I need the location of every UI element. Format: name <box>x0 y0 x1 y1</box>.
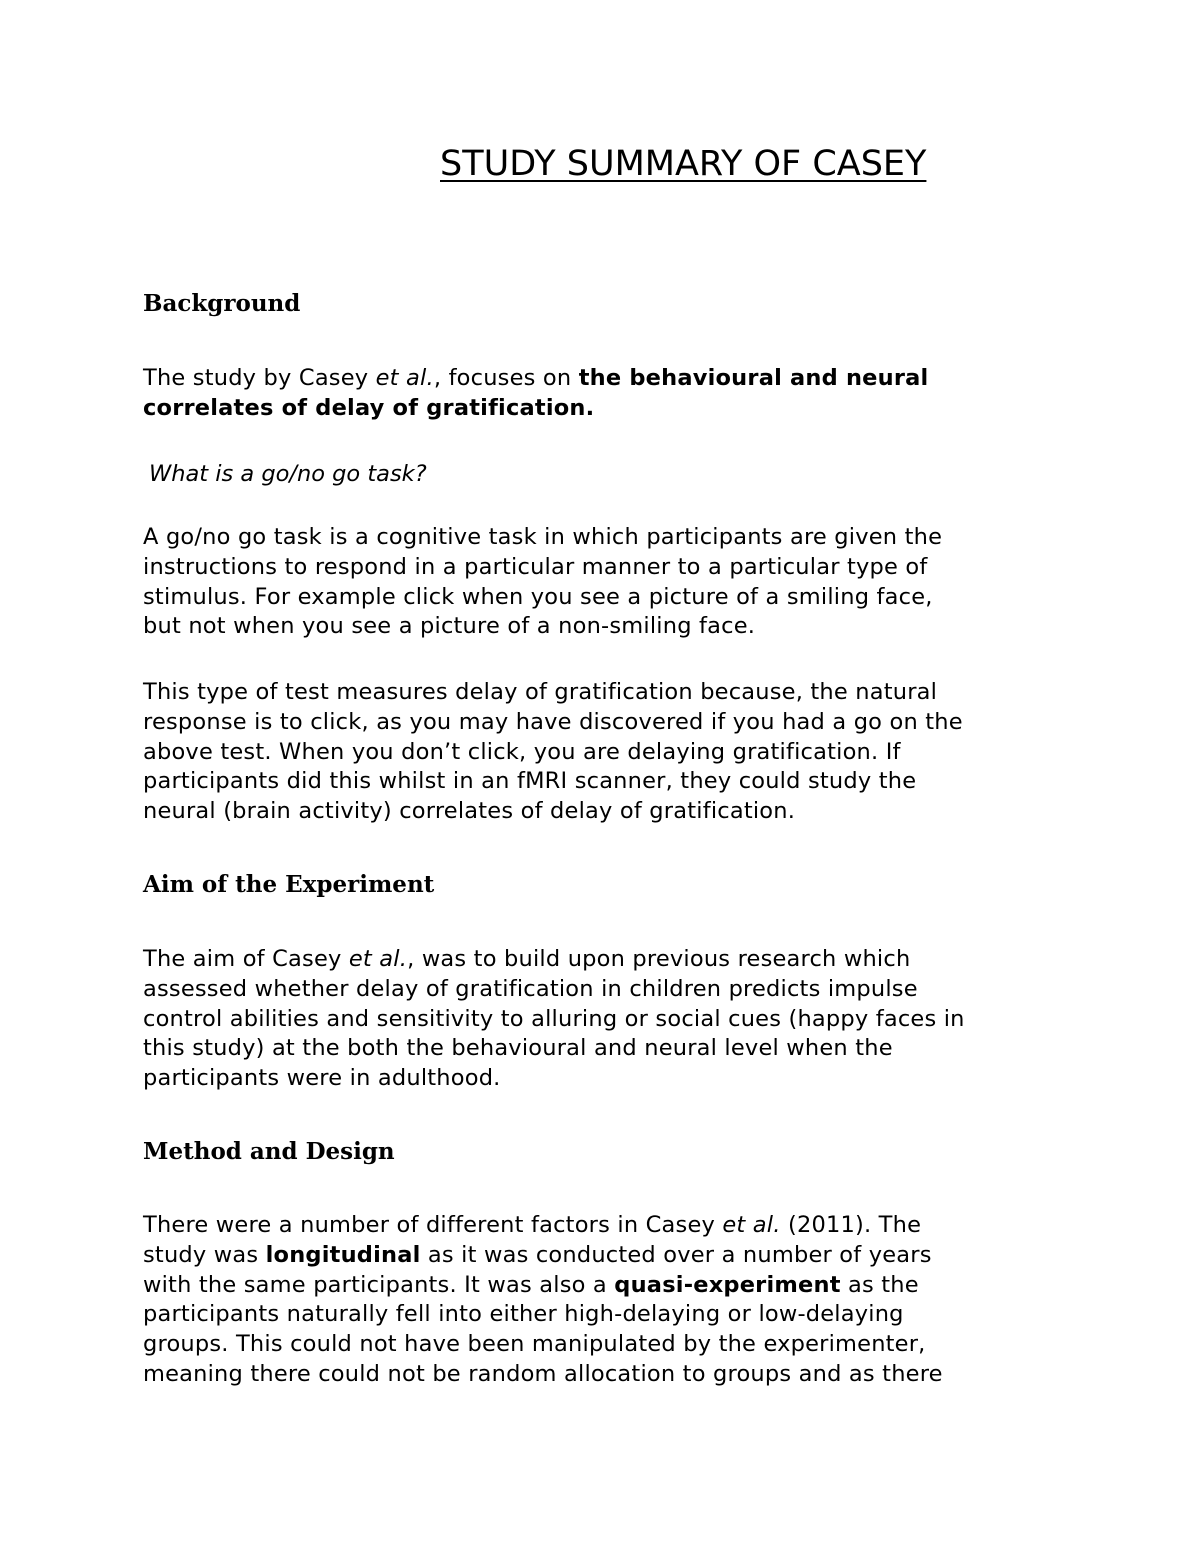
go-no-go-definition-paragraph <box>143 523 1063 642</box>
paragraph-line: response is to click, as you may have discovered if you had a go on the <box>143 708 963 735</box>
paragraph-line: stimulus. For example click when you see a picture of a smiling face, <box>143 583 933 610</box>
paragraph-line: participants were in adulthood. <box>143 1065 501 1092</box>
text-run: (2011). The <box>780 1212 922 1238</box>
aim-paragraph <box>143 945 1063 1094</box>
paragraph-line: participants naturally fell into either high-delaying or low-delaying <box>143 1301 904 1328</box>
text-run: There were a number of different factors in Casey <box>143 1212 723 1238</box>
paragraph-line: assessed whether delay of gratification in children predicts impulse <box>143 975 918 1002</box>
paragraph-line: participants did this whilst in an fMRI scanner, they could study the <box>143 768 917 795</box>
background-intro-paragraph <box>143 364 1063 424</box>
text-run: with the same participants. It was also a <box>143 1271 615 1298</box>
italic-text: et al. <box>375 365 434 391</box>
paragraph-line: A go/no go task is a cognitive task in which participants are given the <box>143 524 943 550</box>
italic-text: et al. <box>348 946 408 972</box>
paragraph-line: groups. This could not have been manipulated by the experimenter, <box>143 1331 926 1358</box>
section-heading-method: Method and Design <box>143 1138 395 1165</box>
bold-text: quasi-experiment <box>614 1271 841 1298</box>
section-heading-background: Background <box>143 290 301 317</box>
text-run: study was <box>143 1241 266 1268</box>
paragraph-line: instructions to respond in a particular manner to a particular type of <box>143 553 928 580</box>
text-run: , was to build upon previous research which <box>407 946 911 972</box>
delay-gratification-paragraph <box>143 678 1063 827</box>
go-no-go-question: What is a go/no go task? <box>149 461 427 487</box>
paragraph-line: neural (brain activity) correlates of delay of gratification. <box>143 798 796 825</box>
text-run: as it was conducted over a number of years <box>420 1241 932 1268</box>
method-paragraph <box>143 1211 1063 1390</box>
paragraph-line: This type of test measures delay of gratification because, the natural <box>143 679 938 705</box>
paragraph-line: control abilities and sensitivity to alluring or social cues (happy faces in <box>143 1005 965 1032</box>
section-heading-aim: Aim of the Experiment <box>143 871 435 898</box>
paragraph-line: but not when you see a picture of a non-smiling face. <box>143 613 756 640</box>
paragraph-line: this study) at the both the behavioural and neural level when the <box>143 1035 893 1062</box>
text-run: The aim of Casey <box>143 946 349 972</box>
paragraph-line: above test. When you don’t click, you are delaying gratification. If <box>143 738 901 765</box>
text-run: as the <box>840 1271 919 1298</box>
paragraph-line: meaning there could not be random allocation to groups and as there <box>143 1360 943 1387</box>
document-title: STUDY SUMMARY OF CASEY <box>440 144 927 184</box>
text-run: The study by Casey <box>143 365 376 391</box>
text-run: , focuses on <box>433 365 579 391</box>
bold-text: correlates of delay of gratification. <box>143 394 595 421</box>
italic-text: et al. <box>722 1212 781 1238</box>
bold-text: the behavioural and neural <box>578 365 929 391</box>
bold-text: longitudinal <box>265 1241 421 1268</box>
